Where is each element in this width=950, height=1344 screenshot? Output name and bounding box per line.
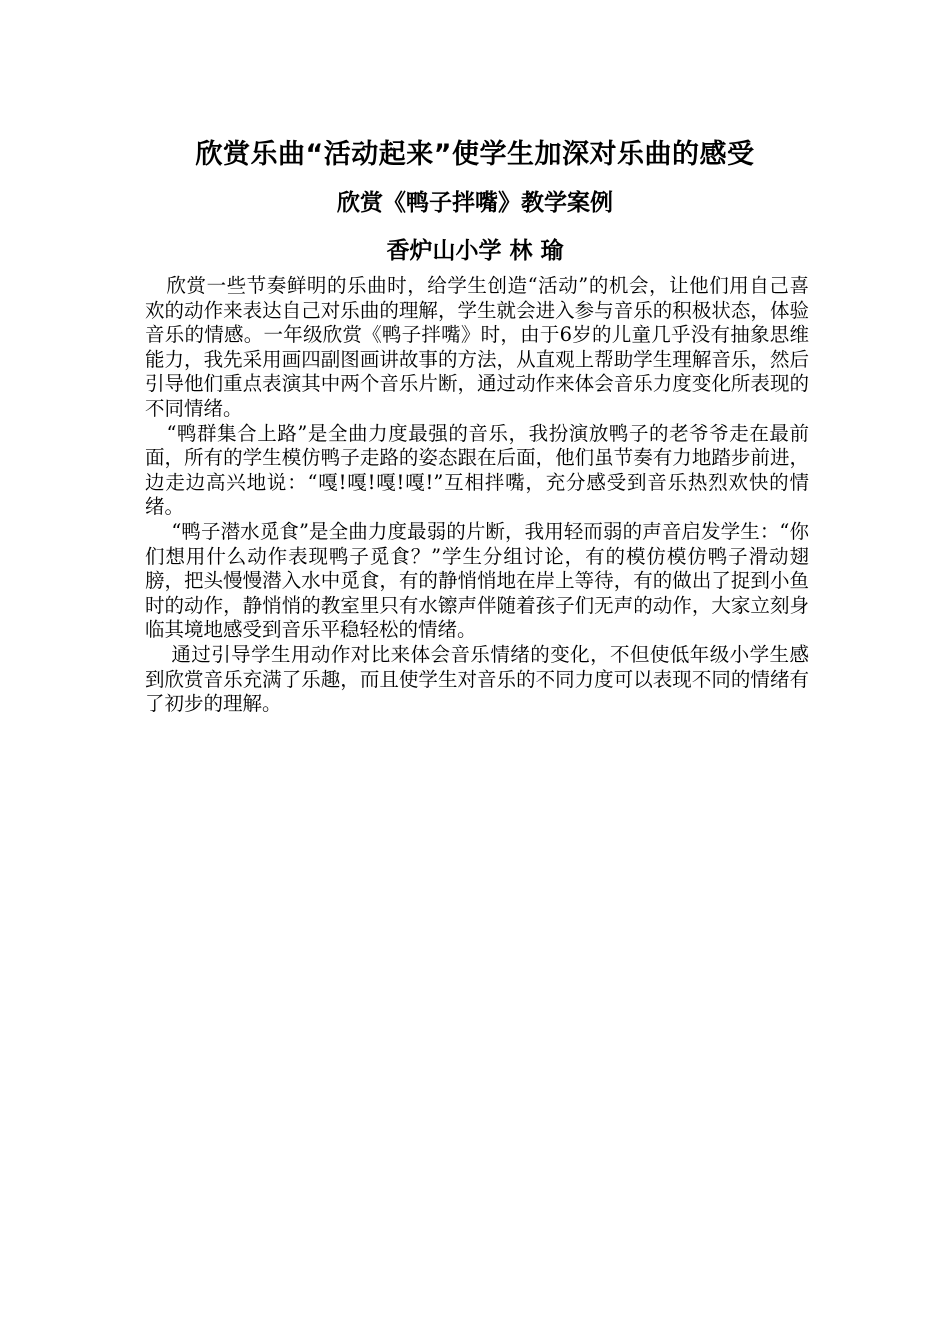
document-title: 欣赏乐曲“活动起来”使学生加深对乐曲的感受 [195, 139, 755, 170]
document-subtitle: 欣赏《鸭子拌嘴》教学案例 [337, 190, 613, 216]
document-body [145, 274, 809, 717]
paragraph-3: “鸭子潜水觅食”是全曲力度最弱的片断，我用轻而弱的声音启发学生：“你们想用什么动作表现鸭子觅食？”学生分组讨论，有的模仿模仿鸭子滑动翅膀，把头慢慢潜入水中觅食，有的静悄悄地在岸上等待，有的做出了捉到小鱼时的动作，静悄悄的教室里只有水镲声伴随着孩子们无声的动作，大家立刻身临其境地感受到音乐平稳轻松的情绪。 [145, 519, 809, 642]
paragraph-2: “鸭群集合上路”是全曲力度最强的音乐，我扮演放鸭子的老爷爷走在最前面，所有的学生模仿鸭子走路的姿态跟在后面，他们虽节奏有力地踏步前进，边走边高兴地说：“嘎!嘎!嘎!嘎!”互相拌嘴，充分感受到音乐热烈欢快的情绪。 [145, 421, 809, 519]
paragraph-4: 通过引导学生用动作对比来体会音乐情绪的变化，不但使低年级小学生感到欣赏音乐充满了乐趣，而且使学生对音乐的不同力度可以表现不同的情绪有了初步的理解。 [145, 642, 809, 716]
paragraph-1: 欣赏一些节奏鲜明的乐曲时，给学生创造“活动”的机会，让他们用自己喜欢的动作来表达自己对乐曲的理解，学生就会进入参与音乐的积极状态，体验音乐的情感。一年级欣赏《鸭子拌嘴》时，由于6岁的儿童几乎没有抽象思维能力，我先采用画四副图画讲故事的方法，从直观上帮助学生理解音乐，然后引导他们重点表演其中两个音乐片断，通过动作来体会音乐力度变化所表现的不同情绪。 [145, 274, 809, 420]
document-author: 香炉山小学 林 瑜 [386, 238, 564, 264]
